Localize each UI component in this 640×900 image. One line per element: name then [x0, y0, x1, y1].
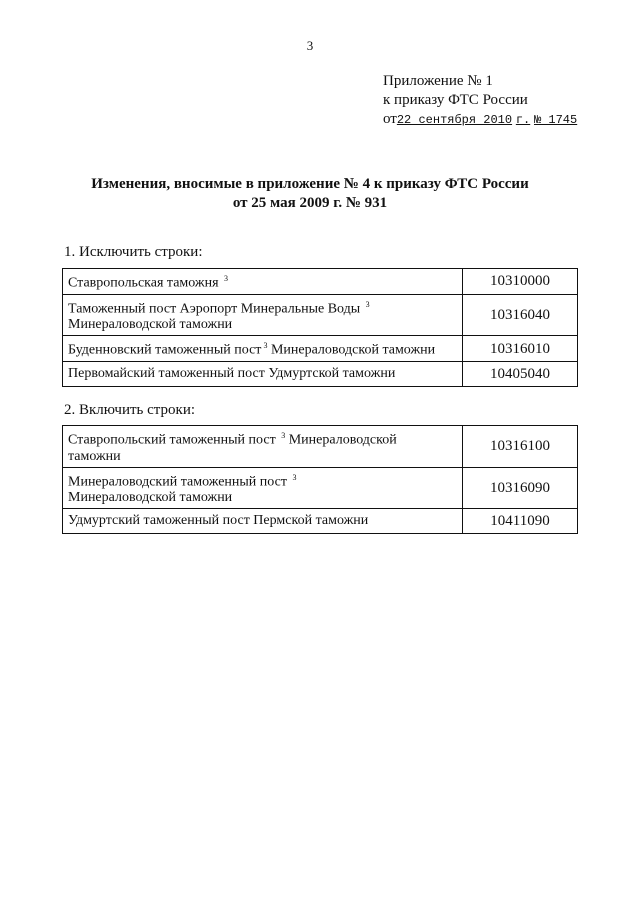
section-2-label: 2. Включить строки:	[64, 402, 196, 418]
row-name-cell: Таможенный пост Аэропорт Минеральные Воды $^3$ Минераловодской таможни	[63, 294, 463, 336]
appendix-header	[383, 72, 577, 130]
row-name-cell: Ставропольская таможня $^3$	[63, 269, 463, 295]
footnote-mark: 3	[365, 299, 370, 309]
appendix-order-number: № 1745	[533, 113, 578, 127]
footnote-mark: 3	[292, 472, 297, 482]
section-1-label: 1. Исключить строки:	[64, 244, 203, 260]
table-row	[63, 269, 578, 295]
appendix-date-line	[383, 110, 577, 130]
row-code-cell: 10411090	[463, 509, 578, 534]
row-name-cell: Первомайский таможенный пост Удмуртской таможни	[63, 361, 463, 386]
row-code-cell: 10405040	[463, 361, 578, 386]
appendix-date: 22 сентября 2010	[396, 113, 513, 127]
table-row	[63, 336, 578, 362]
row-code-cell: 10316040	[463, 294, 578, 336]
footnote-mark: 3	[263, 341, 268, 351]
heading-line-2: от 25 мая 2009 г. № 931	[232, 195, 388, 211]
heading-line-1: Изменения, вносимые в приложение № 4 к приказу ФТС России	[91, 176, 529, 192]
table-row	[63, 426, 578, 468]
appendix-order-ref: к приказу ФТС России	[383, 92, 528, 108]
row-name-cell: Буденновский таможенный пост $^3$ Минераловодской таможни	[63, 336, 463, 362]
row-name-cell: Ставропольский таможенный пост $^3$ Минераловодской таможни	[63, 426, 463, 468]
include-table	[62, 425, 578, 534]
row-code-cell: 10310000	[463, 269, 578, 295]
appendix-year-suffix: г.	[515, 113, 531, 127]
table-row	[63, 509, 578, 534]
row-code-cell: 10316090	[463, 467, 578, 509]
row-code-cell: 10316010	[463, 336, 578, 362]
document-heading	[0, 175, 620, 213]
appendix-title: Приложение № 1	[383, 73, 493, 89]
row-name-cell: Минераловодский таможенный пост $^3$ Минераловодской таможни	[63, 467, 463, 509]
appendix-date-prefix: от	[383, 111, 397, 127]
row-name-cell: Удмуртский таможенный пост Пермской таможни	[63, 509, 463, 534]
row-code-cell: 10316100	[463, 426, 578, 468]
page-number: 3	[306, 38, 314, 53]
footnote-mark: 3	[281, 431, 286, 440]
footnote-mark: 3	[224, 274, 229, 283]
exclude-table	[62, 268, 578, 387]
table-row	[63, 361, 578, 386]
table-row	[63, 467, 578, 509]
table-row	[63, 294, 578, 336]
